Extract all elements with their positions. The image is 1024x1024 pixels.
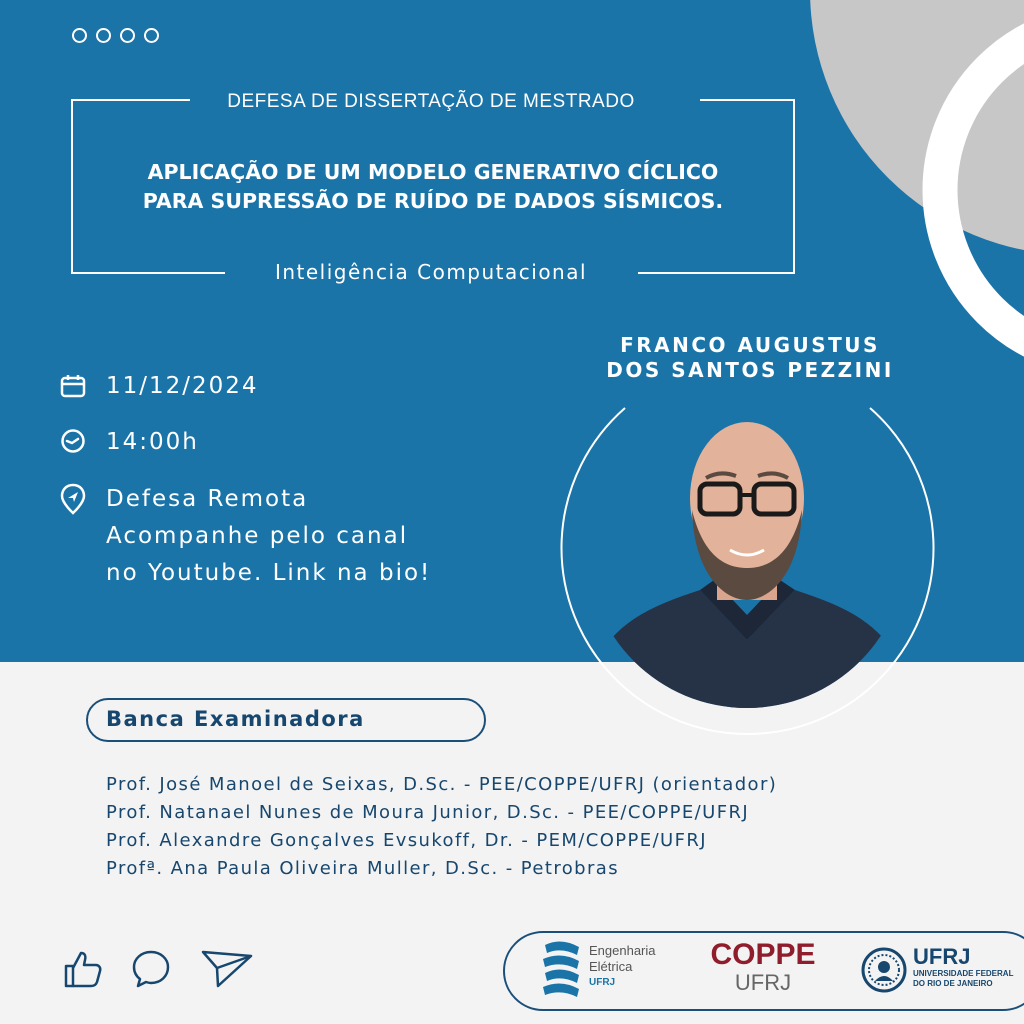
ufrj-logo-line-3: DO RIO DE JANEIRO — [913, 979, 993, 988]
institution-logos — [503, 931, 1024, 1011]
ufrj-logo-title: UFRJ — [913, 944, 971, 969]
dissertation-title — [72, 158, 794, 216]
committee-heading-badge — [86, 698, 486, 742]
location-pin-icon — [60, 483, 86, 515]
ufrj-seal-logo — [861, 941, 907, 999]
event-type: DEFESA DE DISSERTAÇÃO DE MESTRADO — [227, 91, 635, 112]
comment-icon[interactable] — [130, 948, 172, 990]
coppe-logo: COPPE — [710, 938, 816, 971]
ufrj-logo-line-2: UNIVERSIDADE FEDERAL — [913, 969, 1014, 978]
calendar-icon — [60, 374, 86, 398]
title-line-1: APLICAÇÃO DE UM MODELO GENERATIVO CÍCLICO — [147, 160, 719, 184]
send-icon[interactable] — [200, 948, 254, 990]
coppe-logo-sub: UFRJ — [734, 970, 792, 995]
committee-member: Prof. Natanael Nunes de Moura Junior, D.Sc. - PEE/COPPE/UFRJ — [106, 802, 750, 823]
location-line-2: Acompanhe pelo canal — [106, 523, 409, 549]
clock-icon — [60, 428, 86, 454]
engenharia-eletrica-logo — [539, 939, 583, 1003]
title-line-2: PARA SUPRESSÃO DE RUÍDO DE DADOS SÍSMICOS. — [142, 189, 724, 213]
ee-logo-line-2: Elétrica — [589, 959, 633, 974]
location-line-1: Defesa Remota — [106, 486, 309, 512]
committee-member: Prof. José Manoel de Seixas, D.Sc. - PEE/COPPE/UFRJ (orientador) — [106, 774, 778, 795]
thumbs-up-icon[interactable] — [62, 948, 104, 990]
event-date: 11/12/2024 — [106, 373, 259, 399]
name-line-1: FRANCO AUGUSTUS — [620, 333, 880, 357]
ee-logo-line-1: Engenharia — [589, 943, 656, 958]
committee-heading: Banca Examinadora — [106, 707, 365, 731]
name-line-2: DOS SANTOS PEZZINI — [606, 358, 894, 382]
ee-logo-line-3: UFRJ — [589, 977, 616, 988]
research-area: Inteligência Computacional — [274, 260, 588, 284]
location-line-3: no Youtube. Link na bio! — [106, 560, 432, 586]
committee-list — [106, 771, 777, 883]
event-time: 14:00h — [106, 429, 199, 455]
candidate-name — [560, 333, 940, 383]
committee-member: Profª. Ana Paula Oliveira Muller, D.Sc. - Petrobras — [106, 858, 619, 879]
committee-member: Prof. Alexandre Gonçalves Evsukoff, Dr. - PEM/COPPE/UFRJ — [106, 830, 707, 851]
